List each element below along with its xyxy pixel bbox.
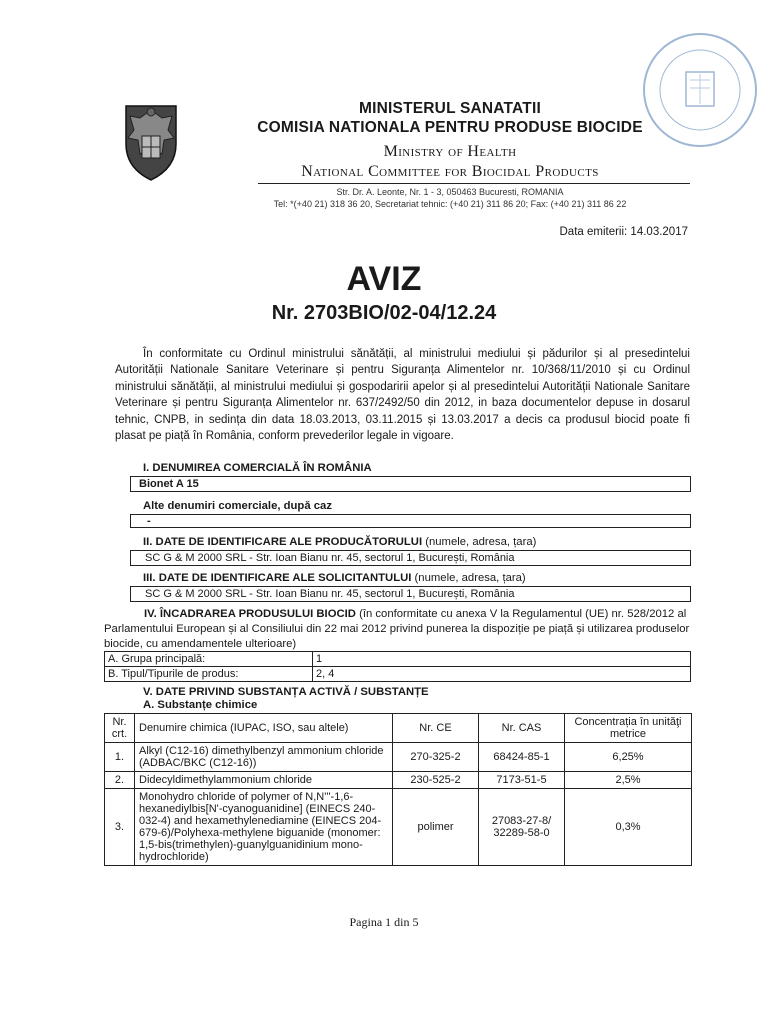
header-name: Denumire chimica (IUPAC, ISO, sau altele): [135, 714, 393, 743]
header-nr: Nr. crt.: [105, 714, 135, 743]
section-3-hint: (numele, adresa, țara): [411, 572, 526, 584]
row-nr: 1.: [105, 743, 135, 772]
product-name-box: [130, 476, 691, 492]
other-names-label: Alte denumiri comerciale, după caz: [143, 500, 332, 512]
manufacturer-value: SC G & M 2000 SRL - Str. Ioan Bianu nr. 45, sectorul 1, București, România: [145, 552, 515, 564]
header-ce: Nr. CE: [393, 714, 479, 743]
section-2-hint: (numele, adresa, țara): [422, 536, 537, 548]
other-names-box: [130, 514, 691, 528]
document-number: Nr. 2703BIO/02-04/12.24: [271, 302, 497, 324]
row-ce: 230-525-2: [393, 772, 479, 789]
product-name: Bionet A 15: [139, 478, 199, 490]
commission-name-ro: COMISIA NATIONALA PENTRU PRODUSE BIOCIDE: [257, 119, 643, 136]
other-names-value: -: [147, 515, 151, 527]
row-name: Alkyl (C12-16) dimethylbenzyl ammonium chloride (ADBAC/BKC (C12-16)): [135, 743, 393, 772]
commission-name-en: National Committee for Biocidal Products: [301, 163, 599, 180]
address-line: Str. Dr. A. Leonte, Nr. 1 - 3, 050463 Bucuresti, ROMANIA: [336, 187, 564, 197]
page-number: Pagina 1 din 5: [349, 915, 419, 929]
section-2-heading: II. DATE DE IDENTIFICARE ALE PRODUCĂTORULUI: [143, 536, 423, 548]
ministry-name-en: Ministry of Health: [383, 143, 517, 160]
row-concentration: 0,3%: [565, 789, 692, 866]
row-cas: 68424-85-1: [479, 743, 565, 772]
section-3-heading: III. DATE DE IDENTIFICARE ALE SOLICITANTULUI: [143, 572, 412, 584]
section-5-subtitle: A. Substanțe chimice: [143, 699, 258, 711]
row-nr: 2.: [105, 772, 135, 789]
row-concentration: 6,25%: [565, 743, 692, 772]
row-ce: 270-325-2: [393, 743, 479, 772]
intro-text: În conformitate cu Ordinul ministrului sănătății, al ministrului mediului și pădurilor și al presedintelui Autorității Nationale Sanitare Veterinare și pentru Siguranța Alimentelor nr. 10/368/11/2010 și cu Ordinul ministrului sănătății, al ministrului mediului și gospodaririi apelor și al presedintelui Autorității Nationale Sanitare Veterinare și pentru Siguranța Alimentelor nr. 637/2492/50 din 2012, in baza documentelor depuse in dosarul tehnic, CNPB, in sedința din data 18.03.2013, 03.11.2015 și 13.03.2017 a decis ca produsul biocid poate fi plasat pe piață în România, conform prevederilor legale in vigoare.: [115, 348, 690, 443]
coat-of-arms-emblem: [118, 100, 184, 182]
issue-date: Data emiterii: 14.03.2017: [559, 226, 688, 238]
main-group-value: 1: [313, 652, 690, 667]
table-row: [105, 772, 692, 789]
contact-line: Tel: *(+40 21) 318 36 20, Secretariat tehnic: (+40 21) 311 86 20; Fax: (+40 21) 311 86 22: [273, 199, 627, 209]
active-substances-table: [104, 713, 692, 866]
intro-paragraph: [115, 346, 690, 444]
row-name: Monohydro chloride of polymer of N,N'''-1,6-hexanediylbis[N'-cyanoguanidine] (EINECS 240-032-4) and hexamethylenediamine (EINECS 204-679-6)/Polyhexa-methylene biguanide (monomer: 1,5-bis(trimethylen)-guanylguanidinium mono-hydrochloride): [135, 789, 393, 866]
row-cas: 7173-51-5: [479, 772, 565, 789]
classification-table: [104, 651, 691, 682]
document-title: AVIZ: [346, 260, 422, 298]
row-cas: 27083-27-8/ 32289-58-0: [479, 789, 565, 866]
section-5-title: V. DATE PRIVIND SUBSTANȚA ACTIVĂ / SUBSTANȚE: [143, 686, 429, 698]
section-2-title: [143, 536, 536, 548]
product-type-label: B. Tipul/Tipurile de produs:: [105, 667, 313, 682]
row-name: Didecyldimethylammonium chloride: [135, 772, 393, 789]
table-row: [105, 743, 692, 772]
header-concentration: Concentrația în unităţi metrice: [565, 714, 692, 743]
table-header-row: [105, 714, 692, 743]
section-4-hint: (în conformitate cu anexa V la Regulamentul (UE) nr. 528/2012 al Parlamentului European și al Consiliului din 22 mai 2012 privind punerea la dispoziție pe piață și utilizarea produselor biocide, cu amendamentele ulterioare): [104, 608, 690, 650]
section-3-title: [143, 572, 526, 584]
applicant-box: [130, 586, 691, 602]
section-4-heading: IV. ÎNCADRAREA PRODUSULUI BIOCID: [144, 608, 356, 620]
product-type-value: 2, 4: [313, 667, 690, 682]
manufacturer-box: [130, 550, 691, 566]
row-ce: polimer: [393, 789, 479, 866]
row-concentration: 2,5%: [565, 772, 692, 789]
section-4-title: [104, 607, 692, 652]
table-row: [105, 789, 692, 866]
applicant-value: SC G & M 2000 SRL - Str. Ioan Bianu nr. 45, sectorul 1, București, România: [145, 588, 515, 600]
header-divider: [258, 183, 690, 184]
header-cas: Nr. CAS: [479, 714, 565, 743]
main-group-label: A. Grupa principală:: [105, 652, 313, 667]
ministry-name-ro: MINISTERUL SANATATII: [359, 100, 541, 117]
row-nr: 3.: [105, 789, 135, 866]
section-1-title: I. DENUMIREA COMERCIALĂ ÎN ROMÂNIA: [143, 462, 372, 474]
